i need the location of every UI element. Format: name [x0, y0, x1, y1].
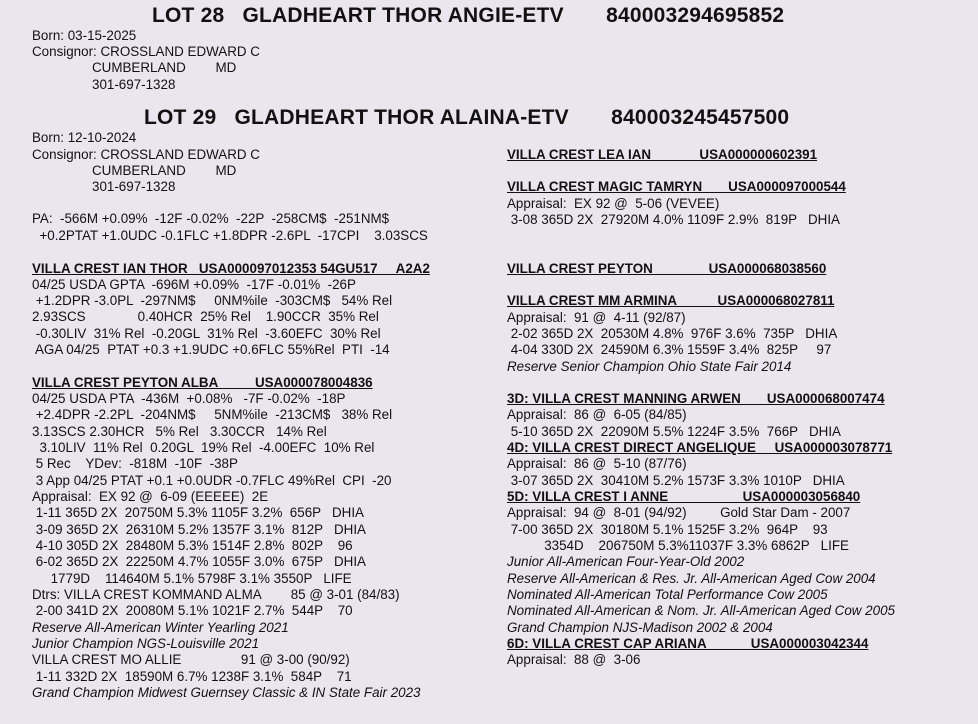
dam-dam-honor: Reserve Senior Champion Ohio State Fair 2014 — [507, 359, 792, 374]
dam-line: 1779D 114640M 5.1% 5798F 3.1% 3550P LIFE — [32, 571, 352, 586]
fifth-dam-honor: Grand Champion NJS-Madison 2002 & 2004 — [507, 620, 773, 635]
dam-line: Appraisal: EX 92 @ 6-09 (EEEEE) 2E — [32, 489, 269, 504]
third-dam-line: 5-10 365D 2X 22090M 5.5% 1224F 3.5% 766P DHIA — [507, 424, 841, 439]
dam-line: 1-11 365D 2X 20750M 5.3% 1105F 3.2% 656P DHIA — [32, 505, 364, 520]
sire-line: AGA 04/25 PTAT +0.3 +1.9UDC +0.6FLC 55%Rel PTI -14 — [32, 342, 390, 357]
dam-honor: Reserve All-American Winter Yearling 2021 — [32, 620, 289, 635]
dam-dam-line: 2-02 365D 2X 20530M 4.8% 976F 3.6% 735P DHIA — [507, 326, 838, 341]
dam-dam-line: 4-04 330D 2X 24590M 6.3% 1559F 3.4% 825P 97 — [507, 342, 832, 357]
sixth-dam-heading: 6D: VILLA CREST CAP ARIANA USA000003042344 — [507, 636, 869, 651]
lot-29-pa-line-2: +0.2PTAT +1.0UDC -0.1FLC +1.8DPR -2.6PL -17CPI 3.03SCS — [32, 228, 428, 243]
dam-line: +2.4DPR -2.2PL -204NM$ 5NM%ile -213CM$ 38% Rel — [32, 407, 393, 422]
lot-29-city: CUMBERLAND MD — [92, 163, 237, 178]
sire-line: 2.93SCS 0.40HCR 25% Rel 1.90CCR 35% Rel — [32, 309, 379, 324]
lot-29-born: Born: 12-10-2024 — [32, 130, 137, 145]
fifth-dam-heading: 5D: VILLA CREST I ANNE USA000003056840 — [507, 489, 861, 504]
lot-28-title: LOT 28 GLADHEART THOR ANGIE-ETV 840003294695852 — [152, 4, 785, 27]
fifth-dam-honor: Junior All-American Four-Year-Old 2002 — [507, 554, 745, 569]
sire-line: 04/25 USDA GPTA -696M +0.09% -17F -0.01% -26P — [32, 277, 356, 292]
lot-29-phone: 301-697-1328 — [92, 179, 176, 194]
sire-dam-heading: VILLA CREST MAGIC TAMRYN USA000097000544 — [507, 179, 846, 194]
sire-dam-line: Appraisal: EX 92 @ 5-06 (VEVEE) — [507, 196, 720, 211]
sire-sire-heading: VILLA CREST LEA IAN USA000000602391 — [507, 147, 818, 162]
fifth-dam-line: Appraisal: 94 @ 8-01 (94/92) Gold Star Dam - 2007 — [507, 505, 851, 520]
dam-sire-heading: VILLA CREST PEYTON USA000068038560 — [507, 261, 827, 276]
sire-dam-line: 3-08 365D 2X 27920M 4.0% 1109F 2.9% 819P DHIA — [507, 212, 840, 227]
dam-line: 04/25 USDA PTA -436M +0.08% -7F -0.02% -18P — [32, 391, 346, 406]
sire-line: -0.30LIV 31% Rel -0.20GL 31% Rel -3.60EFC 30% Rel — [32, 326, 381, 341]
fifth-dam-line: 3354D 206750M 5.3%11037F 3.3% 6862P LIFE — [507, 538, 849, 553]
third-dam-heading: 3D: VILLA CREST MANNING ARWEN USA000068007474 — [507, 391, 885, 406]
lot-28-born: Born: 03-15-2025 — [32, 28, 137, 43]
dam-heading: VILLA CREST PEYTON ALBA USA000078004836 — [32, 375, 373, 390]
sire-heading: VILLA CREST IAN THOR USA000097012353 54GU517 A2A2 — [32, 261, 430, 276]
fifth-dam-line: 7-00 365D 2X 30180M 5.1% 1525F 3.2% 964P 93 — [507, 522, 828, 537]
lot-28-phone: 301-697-1328 — [92, 77, 176, 92]
lot-29-pa-line-1: PA: -566M +0.09% -12F -0.02% -22P -258CM$ -251NM$ — [32, 211, 390, 226]
dam-line: 2-00 341D 2X 20080M 5.1% 1021F 2.7% 544P 70 — [32, 603, 353, 618]
fifth-dam-honor: Nominated All-American Total Performance Cow 2005 — [507, 587, 828, 602]
dam-line: Dtrs: VILLA CREST KOMMAND ALMA 85 @ 3-01 (84/83) — [32, 587, 400, 602]
dam-line: 4-10 305D 2X 28480M 5.3% 1514F 2.8% 802P 96 — [32, 538, 353, 553]
dam-dam-line: Appraisal: 91 @ 4-11 (92/87) — [507, 310, 686, 325]
lot-29-title: LOT 29 GLADHEART THOR ALAINA-ETV 840003245457500 — [144, 106, 790, 129]
dam-line: 3.10LIV 11% Rel 0.20GL 19% Rel -4.00EFC 10% Rel — [32, 440, 375, 455]
fourth-dam-heading: 4D: VILLA CREST DIRECT ANGELIQUE USA000003078771 — [507, 440, 893, 455]
fifth-dam-honor: Nominated All-American & Nom. Jr. All-American Aged Cow 2005 — [507, 603, 895, 618]
lot-28-city: CUMBERLAND MD — [92, 60, 237, 75]
dam-line: 3-09 365D 2X 26310M 5.2% 1357F 3.1% 812P DHIA — [32, 522, 366, 537]
sire-line: +1.2DPR -3.0PL -297NM$ 0NM%ile -303CM$ 54% Rel — [32, 293, 393, 308]
fourth-dam-line: 3-07 365D 2X 30410M 5.2% 1573F 3.3% 1010P DHIA — [507, 473, 845, 488]
dam-line: 5 Rec YDev: -818M -10F -38P — [32, 456, 238, 471]
third-dam-line: Appraisal: 86 @ 6-05 (84/85) — [507, 407, 687, 422]
lot-29-consignor: Consignor: CROSSLAND EDWARD C — [32, 147, 260, 162]
dam-line: 6-02 365D 2X 22250M 4.7% 1055F 3.0% 675P DHIA — [32, 554, 366, 569]
dam-line: 3 App 04/25 PTAT +0.1 +0.0UDR -0.7FLC 49%Rel CPI -20 — [32, 473, 392, 488]
fifth-dam-honor: Reserve All-American & Res. Jr. All-American Aged Cow 2004 — [507, 571, 876, 586]
sixth-dam-line: Appraisal: 88 @ 3-06 — [507, 652, 641, 667]
dam-honor: Junior Champion NGS-Louisville 2021 — [32, 636, 260, 651]
dam-daughter-line: 1-11 332D 2X 18590M 6.7% 1238F 3.1% 584P 71 — [32, 669, 352, 684]
fourth-dam-line: Appraisal: 86 @ 5-10 (87/76) — [507, 456, 687, 471]
dam-daughter-line: VILLA CREST MO ALLIE 91 @ 3-00 (90/92) — [32, 652, 350, 667]
dam-daughter-honor: Grand Champion Midwest Guernsey Classic & IN State Fair 2023 — [32, 685, 421, 700]
dam-line: 3.13SCS 2.30HCR 5% Rel 3.30CCR 14% Rel — [32, 424, 327, 439]
lot-28-consignor: Consignor: CROSSLAND EDWARD C — [32, 44, 260, 59]
dam-dam-heading: VILLA CREST MM ARMINA USA000068027811 — [507, 293, 835, 308]
